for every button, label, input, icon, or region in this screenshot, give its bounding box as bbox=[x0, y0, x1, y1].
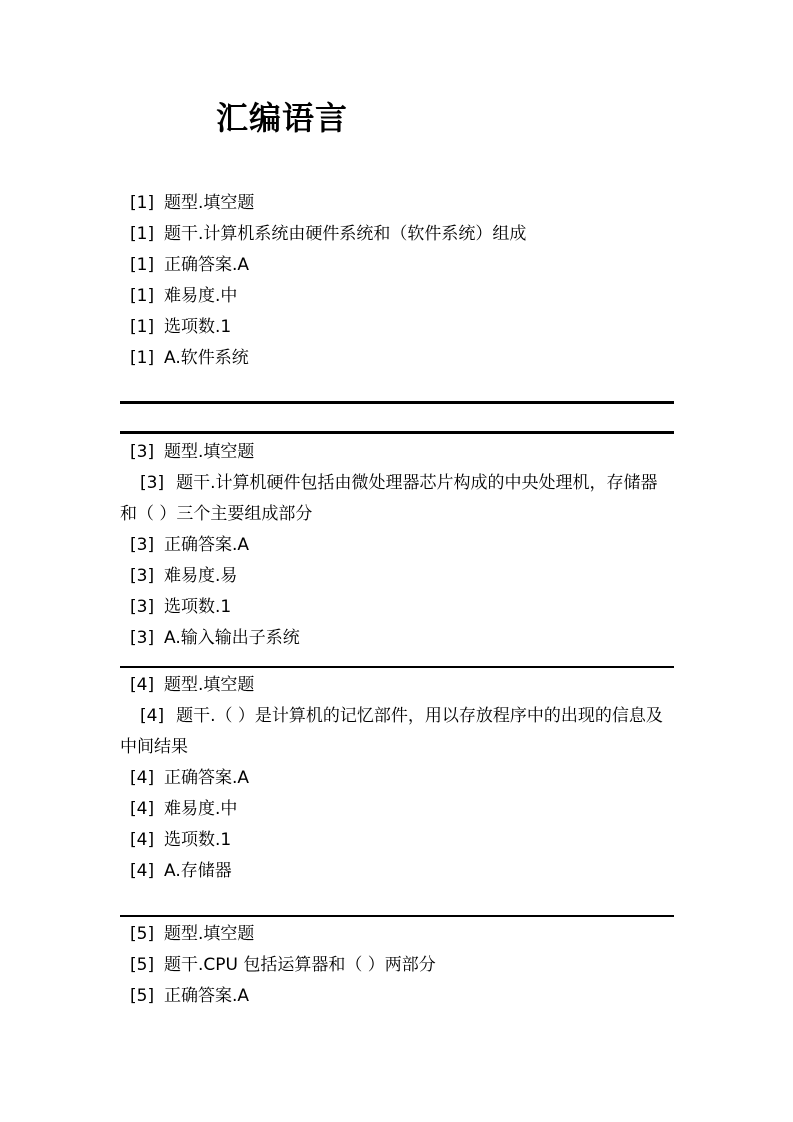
question-answer-text: 正确答案.A bbox=[164, 535, 250, 555]
question-number: [4] bbox=[140, 706, 165, 726]
question-option-a-text: A.存储器 bbox=[164, 861, 232, 881]
question-answer bbox=[120, 981, 674, 1012]
question-option-count-text: 选项数.1 bbox=[164, 830, 232, 850]
question-number: [3] bbox=[130, 566, 155, 586]
question-number: [3] bbox=[140, 473, 165, 493]
document-title: 汇编语言 bbox=[216, 99, 349, 137]
section-divider bbox=[120, 915, 674, 917]
question-number: [1] bbox=[130, 255, 155, 275]
question-number: [5] bbox=[130, 924, 155, 944]
question-list bbox=[120, 188, 674, 1012]
question-number: [3] bbox=[130, 442, 155, 462]
question-difficulty-text: 难易度.中 bbox=[164, 286, 238, 306]
question-difficulty-text: 难易度.易 bbox=[164, 566, 238, 586]
question-answer-text: 正确答案.A bbox=[164, 986, 250, 1006]
question-type bbox=[120, 670, 674, 701]
question-option-a bbox=[120, 343, 674, 374]
question-stem bbox=[120, 468, 674, 530]
question-answer-text: 正确答案.A bbox=[164, 255, 250, 275]
question-type-text: 题型.填空题 bbox=[164, 193, 255, 213]
question-option-count bbox=[120, 592, 674, 623]
question-stem bbox=[120, 701, 674, 763]
question-number: [4] bbox=[130, 861, 155, 881]
question-number: [1] bbox=[130, 224, 155, 244]
question-number: [3] bbox=[130, 597, 155, 617]
question-number: [4] bbox=[130, 799, 155, 819]
question-stem-text: 题干.计算机硬件包括由微处理器芯片构成的中央处理机，存储器和（ ）三个主要组成部分 bbox=[120, 473, 658, 524]
question-number: [4] bbox=[130, 768, 155, 788]
question-type-text: 题型.填空题 bbox=[164, 924, 255, 944]
question-type bbox=[120, 437, 674, 468]
question-option-count bbox=[120, 825, 674, 856]
question-block-5 bbox=[120, 919, 674, 1012]
section-divider bbox=[120, 431, 674, 434]
question-difficulty bbox=[120, 794, 674, 825]
question-number: [4] bbox=[130, 675, 155, 695]
question-type bbox=[120, 188, 674, 219]
question-block-1 bbox=[120, 188, 674, 374]
question-type bbox=[120, 919, 674, 950]
question-number: [1] bbox=[130, 286, 155, 306]
question-answer-text: 正确答案.A bbox=[164, 768, 250, 788]
question-number: [4] bbox=[130, 830, 155, 850]
question-number: [1] bbox=[130, 317, 155, 337]
question-answer bbox=[120, 763, 674, 794]
question-option-count-text: 选项数.1 bbox=[164, 597, 232, 617]
question-number: [1] bbox=[130, 193, 155, 213]
question-number: [3] bbox=[130, 535, 155, 555]
question-stem-text: 题干.计算机系统由硬件系统和（软件系统）组成 bbox=[164, 224, 527, 244]
question-difficulty-text: 难易度.中 bbox=[164, 799, 238, 819]
question-option-a bbox=[120, 623, 674, 654]
question-option-a-text: A.软件系统 bbox=[164, 348, 249, 368]
question-type-text: 题型.填空题 bbox=[164, 675, 255, 695]
question-option-count-text: 选项数.1 bbox=[164, 317, 232, 337]
question-block-4 bbox=[120, 670, 674, 887]
question-answer bbox=[120, 530, 674, 561]
question-option-a-text: A.输入输出子系统 bbox=[164, 628, 300, 648]
question-difficulty bbox=[120, 561, 674, 592]
section-divider bbox=[120, 401, 674, 404]
question-stem-text: 题干.（ ）是计算机的记忆部件，用以存放程序中的出现的信息及中间结果 bbox=[120, 706, 663, 757]
question-block-3 bbox=[120, 437, 674, 654]
question-number: [5] bbox=[130, 955, 155, 975]
question-answer bbox=[120, 250, 674, 281]
question-number: [3] bbox=[130, 628, 155, 648]
question-stem bbox=[120, 950, 674, 981]
question-stem bbox=[120, 219, 674, 250]
question-option-count bbox=[120, 312, 674, 343]
question-type-text: 题型.填空题 bbox=[164, 442, 255, 462]
question-number: [5] bbox=[130, 986, 155, 1006]
question-option-a bbox=[120, 856, 674, 887]
question-number: [1] bbox=[130, 348, 155, 368]
question-difficulty bbox=[120, 281, 674, 312]
section-divider bbox=[120, 666, 674, 668]
question-stem-text: 题干.CPU 包括运算器和（ ）两部分 bbox=[164, 955, 436, 975]
